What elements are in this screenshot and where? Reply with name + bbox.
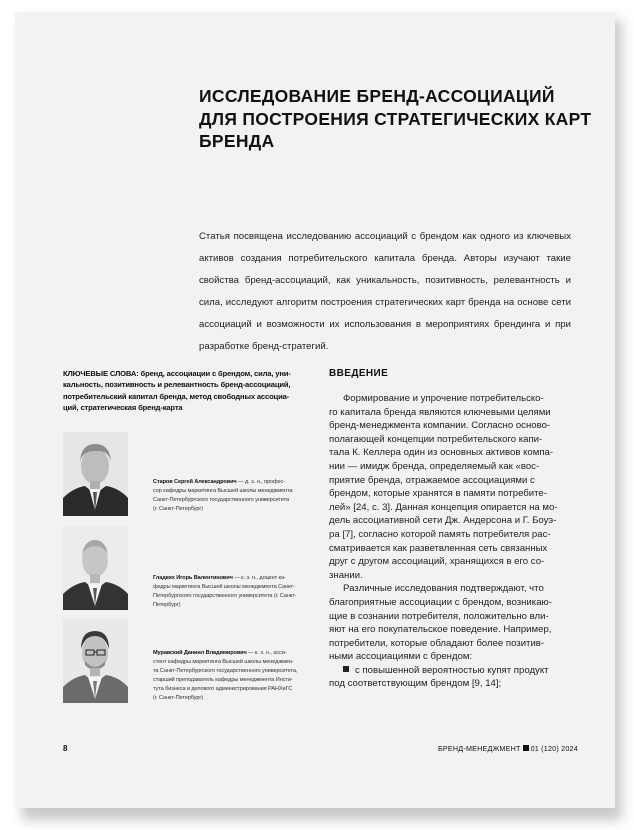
author-bio-line: Петербург) <box>153 602 181 608</box>
body-line: брендом, которые хранятся в памяти потребите- <box>329 488 547 500</box>
body-line: друг с другом ассоциаций, хранящихся в его со- <box>329 556 545 568</box>
body-line: ра [7], согласно которой память потребителя рас- <box>329 528 551 540</box>
author-bio-line: федры маркетинга Высшей школы менеджмента Санкт- <box>153 584 295 590</box>
author-name: Старов Сергей Александрович <box>153 479 237 485</box>
body-line: приятие бренда, отражаемое ассоциациями с <box>329 474 535 486</box>
author-block <box>63 619 323 709</box>
journal-footer <box>438 744 578 753</box>
body-line: знании. <box>329 569 363 581</box>
author-block <box>63 432 323 522</box>
author-bio-line: тута бизнеса и делового администрирования РАНХиГС <box>153 686 293 692</box>
author-photo <box>63 526 128 610</box>
author-bio <box>153 649 313 703</box>
keywords-line: потребительский капитал бренда, метод свободных ассоциа- <box>63 391 290 401</box>
body-text <box>329 392 574 691</box>
author-bio-line: (г. Санкт-Петербург) <box>153 695 204 701</box>
author-bio-line: — к. э. н., асси- <box>246 650 287 656</box>
page-number: 8 <box>63 744 68 753</box>
body-line: нии — имидж бренда, определяемый как «вос- <box>329 460 540 472</box>
section-heading: ВВЕДЕНИЕ <box>329 368 389 379</box>
author-bio-line: стент кафедры маркетинга Высшей школы менеджмен- <box>153 659 294 665</box>
body-line: под соответствующим брендом [9, 14]; <box>329 678 502 690</box>
author-photo <box>63 619 128 703</box>
author-block <box>63 526 323 616</box>
body-line: полагающей концепции потребительского капи- <box>329 433 543 445</box>
bullet-item <box>329 664 574 678</box>
journal-issue: 01 (120) 2024 <box>530 744 578 753</box>
author-bio-line: (г. Санкт-Петербург) <box>153 506 204 512</box>
body-line: благоприятные ассоциации с брендом, возникаю- <box>329 596 552 608</box>
author-name: Муравский Даниил Владимирович <box>153 650 247 656</box>
body-line: лей» [24, с. 3]. Данная концепция опирается на мо- <box>329 501 558 513</box>
article-title <box>199 85 592 153</box>
keywords <box>63 368 313 414</box>
author-bio-line: Санкт-Петербургского государственного университета <box>153 497 290 503</box>
title-line: БРЕНДА <box>199 131 275 151</box>
body-line: яют на его покупательское поведение. Например, <box>329 624 552 636</box>
author-bio <box>153 478 313 514</box>
body-line: ными ассоциациями с брендом: <box>329 651 473 663</box>
author-bio-line: старший преподаватель кафедры менеджмента Инсти- <box>153 677 293 683</box>
journal-name: БРЕНД-МЕНЕДЖМЕНТ <box>438 744 521 753</box>
author-bio-line: та Санкт-Петербургского государственного университета, <box>153 668 298 674</box>
square-bullet-icon <box>343 666 349 672</box>
author-name: Гладких Игорь Валентинович <box>153 575 233 581</box>
body-line: сматривается как разветвленная сеть связанных <box>329 542 548 554</box>
body-line: го капитала бренда являются ключевыми целями <box>329 406 551 418</box>
abstract: Статья посвящена исследованию ассоциаций с брендом как одного из ключевых активов создания потребительского капитала бренда. Авторы изучают такие свойства бренд-ассоциаций, как уникальность, позитивность, релевантность и сила, исследуют алгоритм построения стратегических карт бренда на основе сети ассоциаций и возможности их использования в мероприятиях брендинга и при разработке бренд-стратегий. <box>199 231 571 352</box>
title-line: ДЛЯ ПОСТРОЕНИЯ СТРАТЕГИЧЕСКИХ КАРТ <box>199 108 592 129</box>
author-bio <box>153 574 313 610</box>
keywords-line: ций, стратегическая бренд-карта <box>63 403 183 413</box>
square-separator-icon <box>523 745 529 751</box>
author-photo <box>63 432 128 516</box>
keywords-line: КЛЮЧЕВЫЕ СЛОВА: бренд, ассоциации с брендом, сила, уни- <box>63 369 291 378</box>
body-line: с повышенной вероятностью купят продукт <box>355 664 549 676</box>
body-line: Различные исследования подтверждают, что <box>343 583 544 595</box>
author-bio-line: — д. э. н., профес- <box>236 479 285 485</box>
title-line: ИССЛЕДОВАНИЕ БРЕНД-АССОЦИАЦИЙ <box>199 86 555 106</box>
body-line: дель ассоциативной сети Дж. Андерсона и Г. Боуэ- <box>329 515 557 527</box>
author-bio-line: — к. э. н., доцент ка- <box>232 575 286 581</box>
body-line: тала К. Келлера один из основных активов компа- <box>329 447 554 459</box>
body-line: щие в сознании потребителя, положительно вли- <box>329 610 549 622</box>
author-bio-line: сор кафедры маркетинга Высшей школы менеджмента <box>153 488 293 494</box>
body-line: потребители, которые обладают более позитив- <box>329 637 545 649</box>
keywords-line: кальность, позитивность и релевантность бренд-ассоциаций, <box>63 380 291 390</box>
body-line: Формирование и упрочение потребительско- <box>343 393 544 404</box>
body-line: бренд-менеджмента компании. Согласно осново- <box>329 420 551 432</box>
author-bio-line: Петербургского государственного университета (г. Санкт- <box>153 593 297 599</box>
